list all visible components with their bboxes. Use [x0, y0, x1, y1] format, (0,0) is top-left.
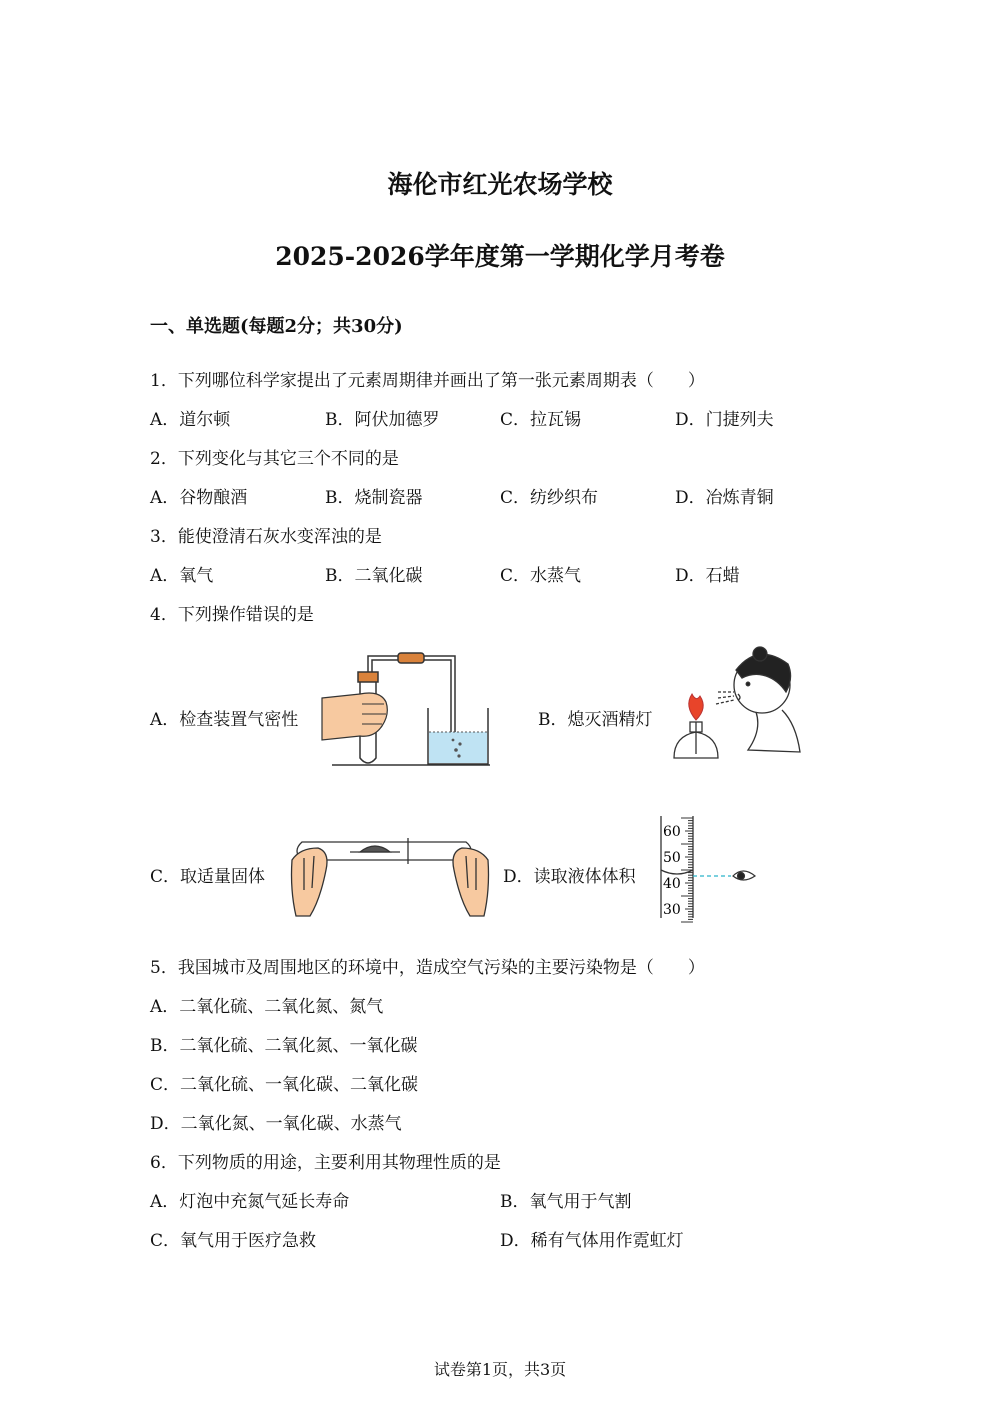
question-2-option-a: A．谷物酿酒	[150, 488, 248, 508]
question-2-option-b: B．烧制瓷器	[325, 488, 423, 508]
question-4-option-d: D．读取液体体积	[503, 867, 636, 887]
take-solid-figure	[290, 830, 490, 920]
cylinder-label-30: 30	[663, 902, 681, 918]
page-footer: 试卷第1页，共3页	[433, 1360, 567, 1379]
question-1-option-d: D．门捷列夫	[675, 410, 774, 430]
question-5-option-b: B．二氧化硫、二氧化氮、一氧化碳	[150, 1036, 418, 1056]
cylinder-label-60: 60	[663, 824, 681, 840]
question-6-option-b: B．氧气用于气割	[500, 1192, 632, 1212]
question-3-option-d: D．石蜡	[675, 566, 740, 586]
section-heading: 一、单选题(每题2分；共30分)	[150, 316, 403, 337]
question-6-option-c: C．氧气用于医疗急救	[150, 1231, 317, 1251]
question-1-stem: 1．下列哪位科学家提出了元素周期律并画出了第一张元素周期表（ ）	[150, 371, 705, 391]
school-title: 海伦市红光农场学校	[387, 170, 613, 199]
exam-title: 2025-2026学年度第一学期化学月考卷	[275, 242, 725, 271]
read-cylinder-figure	[655, 812, 760, 922]
question-5-option-a: A．二氧化硫、二氧化氮、氮气	[150, 997, 384, 1017]
question-2-stem: 2．下列变化与其它三个不同的是	[150, 449, 399, 469]
question-6-option-d: D．稀有气体用作霓虹灯	[500, 1231, 684, 1251]
cylinder-label-50: 50	[663, 850, 681, 866]
question-1-option-b: B．阿伏加德罗	[325, 410, 440, 430]
cylinder-label-40: 40	[663, 876, 681, 892]
question-3-stem: 3．能使澄清石灰水变浑浊的是	[150, 527, 382, 547]
question-2-option-c: C．纺纱织布	[500, 488, 599, 508]
question-4-option-c: C．取适量固体	[150, 867, 266, 887]
question-5-option-d: D．二氧化氮、一氧化碳、水蒸气	[150, 1114, 402, 1134]
question-6-stem: 6．下列物质的用途，主要利用其物理性质的是	[150, 1153, 501, 1173]
question-5-option-c: C．二氧化硫、一氧化碳、二氧化碳	[150, 1075, 419, 1095]
question-2-option-d: D．冶炼青铜	[675, 488, 774, 508]
question-4-option-b: B．熄灭酒精灯	[538, 710, 653, 730]
extinguish-lamp-figure	[670, 640, 805, 770]
question-1-option-c: C．拉瓦锡	[500, 410, 582, 430]
question-3-option-a: A．氧气	[150, 566, 214, 586]
question-3-option-b: B．二氧化碳	[325, 566, 423, 586]
question-4-stem: 4．下列操作错误的是	[150, 605, 314, 625]
question-5-stem: 5．我国城市及周围地区的环境中，造成空气污染的主要污染物是（ ）	[150, 958, 705, 978]
question-6-option-a: A．灯泡中充氮气延长寿命	[150, 1192, 350, 1212]
question-4-option-a: A．检查装置气密性	[150, 710, 299, 730]
airtightness-check-figure	[320, 650, 495, 770]
question-1-option-a: A．道尔顿	[150, 410, 231, 430]
question-3-option-c: C．水蒸气	[500, 566, 582, 586]
